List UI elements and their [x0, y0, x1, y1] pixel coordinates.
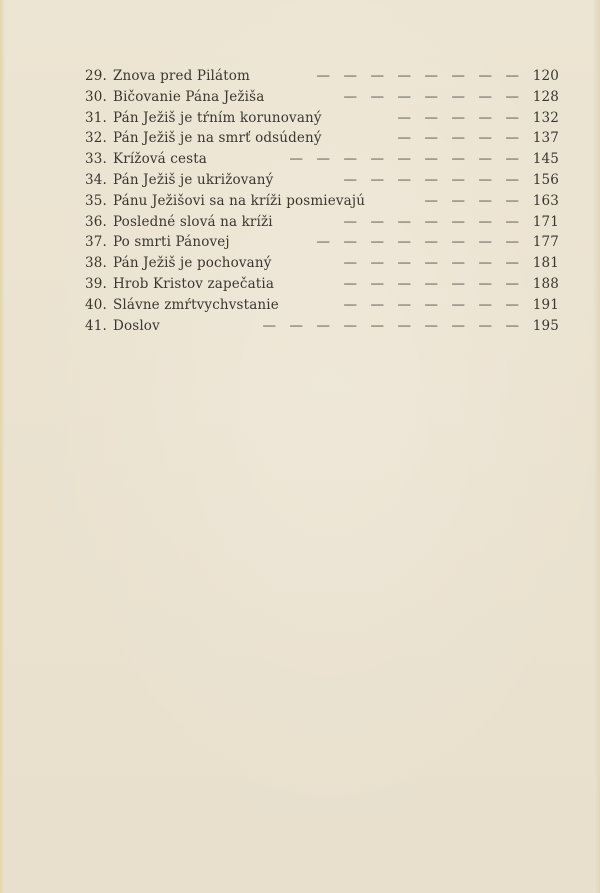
entry-title: Slávne zmŕtvychvstanie: [113, 296, 279, 313]
entry-number: 38.: [85, 255, 107, 272]
dash-leader: — — — — — — —: [343, 255, 519, 272]
entry-page-number: 191: [532, 296, 559, 313]
entry-number: 30.: [85, 88, 107, 105]
dash-leader: — — — — — — — — — —: [262, 317, 519, 334]
toc-entry: [85, 108, 559, 129]
toc-entry: [85, 295, 559, 316]
toc-entry: [85, 170, 559, 191]
toc-entry: [85, 274, 559, 295]
dash-leader: — — — — —: [397, 109, 519, 126]
dash-leader: — — — — — — — —: [316, 68, 519, 84]
dash-leader: — — — — — — — —: [316, 234, 519, 251]
dash-leader: — — — — — — —: [343, 213, 519, 230]
entry-page-number: 132: [532, 109, 559, 126]
entry-title: Hrob Kristov zapečatia: [113, 275, 275, 292]
entry-page-number: 177: [532, 234, 559, 251]
entry-number: 40.: [85, 296, 107, 313]
entry-title: Pánu Ježišovi sa na kríži posmievajú: [113, 192, 366, 209]
entry-number: 37.: [85, 234, 107, 251]
entry-page-number: 156: [532, 171, 559, 188]
dash-leader: — — — — —: [397, 130, 519, 147]
entry-number: 41.: [85, 317, 107, 334]
entry-title: Pán Ježiš je tŕním korunovaný: [113, 109, 322, 126]
entry-number: 39.: [85, 275, 107, 292]
entry-title: Posledné slová na kríži: [113, 213, 273, 230]
toc-entry: [85, 316, 559, 337]
entry-title: Pán Ježiš je ukrižovaný: [113, 171, 274, 188]
entry-title: Znova pred Pilátom: [113, 68, 251, 84]
entry-title: Doslov: [113, 317, 160, 334]
toc-entry: [85, 149, 559, 170]
dash-leader: — — — — — — —: [343, 275, 519, 292]
entry-page-number: 128: [532, 88, 559, 105]
dash-leader: — — — — — — —: [343, 171, 519, 188]
toc-entry: [85, 232, 559, 253]
entry-page-number: 188: [532, 275, 559, 292]
entry-number: 34.: [85, 171, 107, 188]
entry-number: 32.: [85, 130, 107, 147]
entry-page-number: 181: [532, 255, 559, 272]
dash-leader: — — — — — — —: [343, 88, 519, 105]
toc-entry: [85, 128, 559, 149]
entry-number: 36.: [85, 213, 107, 230]
entry-title: Krížová cesta: [113, 151, 207, 168]
entry-page-number: 171: [532, 213, 559, 230]
toc-entry: [85, 66, 559, 87]
toc-entry: [85, 212, 559, 233]
page-left-edge: [0, 0, 5, 893]
entry-number: 35.: [85, 192, 107, 209]
entry-title: Pán Ježiš je pochovaný: [113, 255, 272, 272]
entry-page-number: 145: [532, 151, 559, 168]
entry-page-number: 163: [532, 192, 559, 209]
toc-entry: [85, 191, 559, 212]
entry-title: Bičovanie Pána Ježiša: [113, 88, 265, 105]
page-right-edge: [593, 0, 600, 893]
entry-title: Pán Ježiš je na smrť odsúdený: [113, 130, 322, 147]
table-of-contents: [85, 66, 559, 336]
entry-page-number: 137: [532, 130, 559, 147]
entry-number: 29.: [85, 68, 107, 84]
toc-entry: [85, 253, 559, 274]
dash-leader: — — — — — — — — —: [289, 151, 519, 168]
entry-page-number: 195: [532, 317, 559, 334]
entry-title: Po smrti Pánovej: [113, 234, 230, 251]
entry-number: 33.: [85, 151, 107, 168]
dash-leader: — — — — — — —: [343, 296, 519, 313]
toc-entry: [85, 87, 559, 108]
dash-leader: — — — —: [424, 192, 519, 209]
entry-page-number: 120: [532, 68, 559, 84]
entry-number: 31.: [85, 109, 107, 126]
